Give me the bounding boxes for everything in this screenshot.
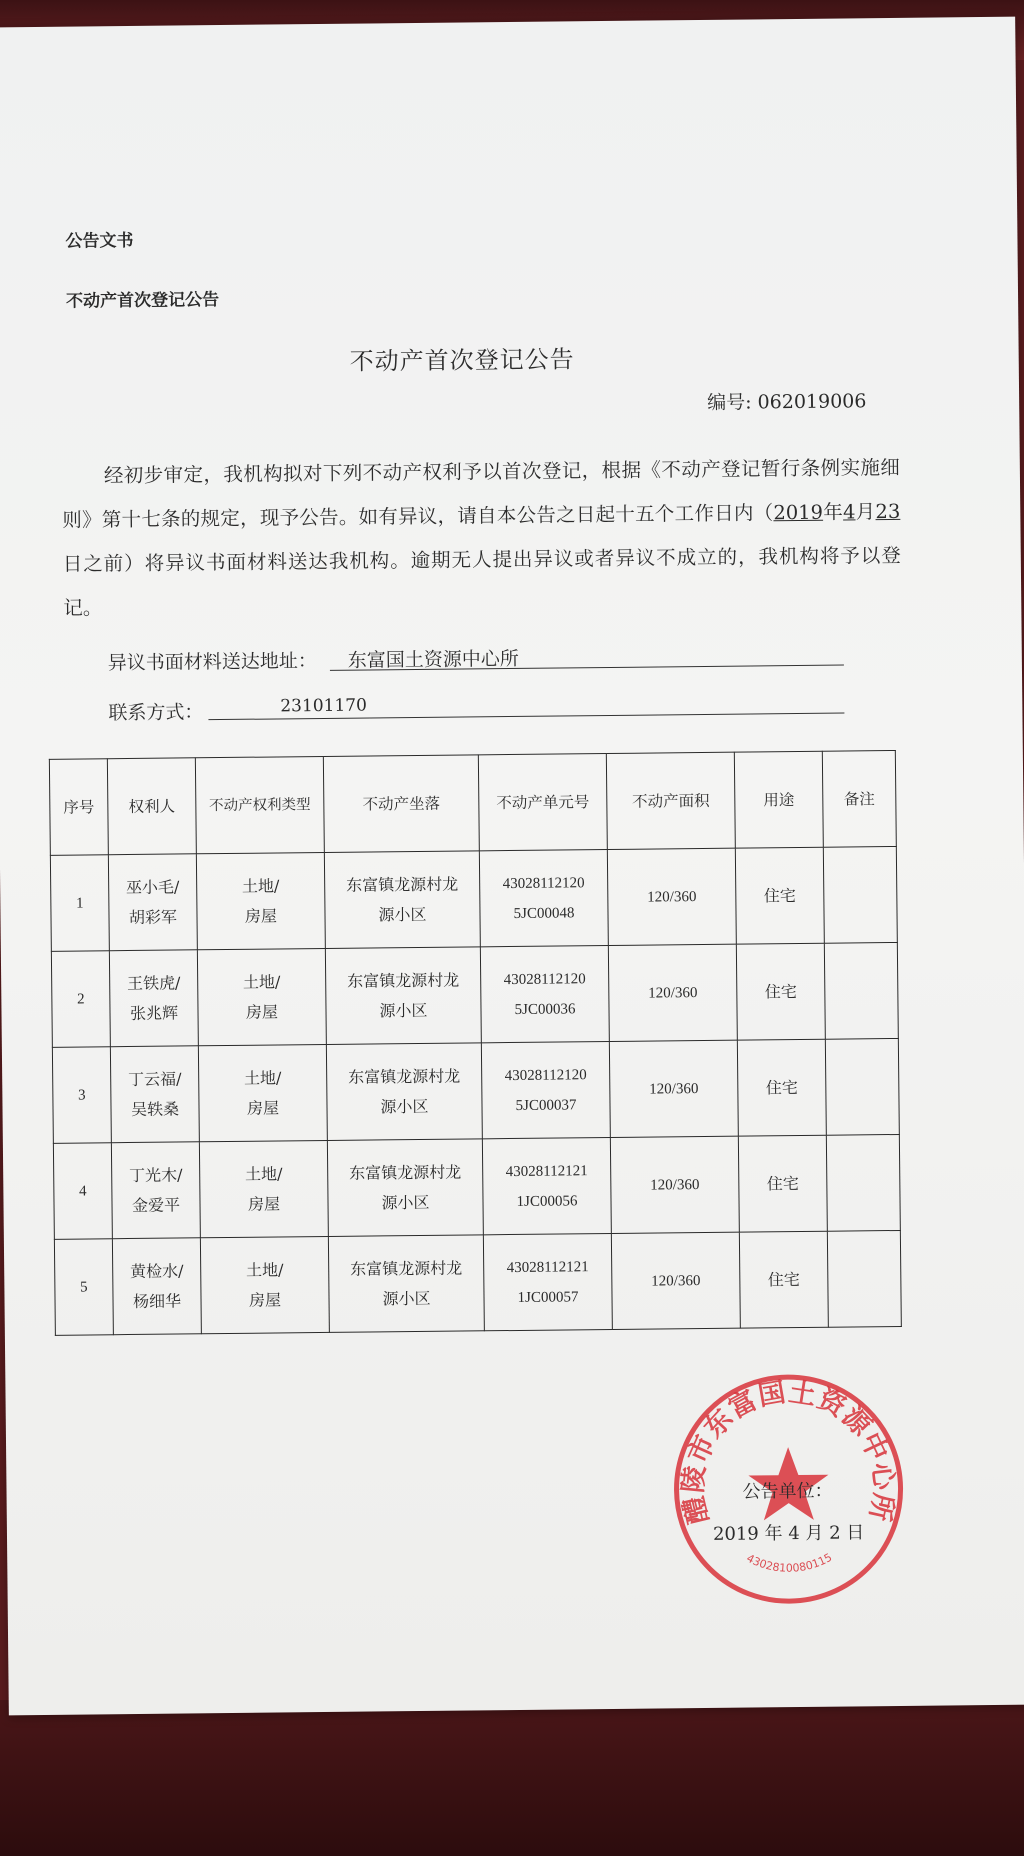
usage-cell: 住宅 xyxy=(736,943,825,1040)
body-day: 23 xyxy=(875,499,901,524)
owner-cell xyxy=(109,950,198,1047)
header-cell: 权利人 xyxy=(107,758,196,855)
body-part1: 经初步审定，我机构拟对下列不动产权利予以首次登记，根据《不动产登记暂行条例实施细则》第十七条的规定，现予公告。如有异议，请自本公告之日起十五个工作日内（ xyxy=(62,455,900,532)
right-type-cell xyxy=(196,852,325,949)
owner-line: 丁光木/ xyxy=(128,1164,183,1185)
body-month: 4 xyxy=(842,500,856,524)
unit-number-cell xyxy=(480,945,609,1042)
owner-cell xyxy=(110,1046,199,1143)
area-cell: 120/360 xyxy=(611,1232,740,1329)
owner-line: 杨细华 xyxy=(132,1290,182,1311)
usage-cell: 住宅 xyxy=(737,1039,826,1136)
body-year: 2019 xyxy=(773,500,824,525)
type-line: 房屋 xyxy=(244,905,278,926)
header-cell: 不动产单元号 xyxy=(478,754,607,851)
background-bottom xyxy=(0,1700,1024,1856)
body-year-suffix: 年 xyxy=(822,500,844,524)
row-number: 3 xyxy=(52,1047,111,1144)
unit-number-cell xyxy=(479,850,608,947)
seal-text: 醴陵市东富国土资源中心所 xyxy=(677,1376,900,1527)
row-number: 2 xyxy=(51,951,110,1048)
doc-subtitle-heading: 不动产首次登记公告 xyxy=(65,290,220,312)
table-row xyxy=(51,942,898,1047)
remark-cell xyxy=(823,846,897,943)
unit-line: 5JC00048 xyxy=(513,904,575,922)
location-line: 东富镇龙源村龙 xyxy=(349,1162,462,1183)
location-line: 源小区 xyxy=(380,1096,429,1116)
header-cell: 备注 xyxy=(822,750,896,847)
owner-line: 张兆辉 xyxy=(129,1003,179,1023)
notice-body xyxy=(62,446,902,631)
owner-line: 吴轶桑 xyxy=(130,1099,180,1119)
unit-line: 1JC00057 xyxy=(517,1288,579,1306)
right-type-cell xyxy=(198,1044,327,1141)
type-line: 房屋 xyxy=(246,1097,280,1118)
usage-cell: 住宅 xyxy=(738,1135,827,1232)
location-line: 源小区 xyxy=(379,1000,428,1020)
owner-cell xyxy=(112,1238,201,1335)
serial-value: 062019006 xyxy=(757,390,867,414)
usage-cell: 住宅 xyxy=(735,847,824,944)
owner-cell xyxy=(108,854,197,951)
registration-table xyxy=(49,750,902,1336)
location-cell xyxy=(325,947,481,1045)
issuer-label: 公告单位： xyxy=(742,1480,833,1503)
location-line: 东富镇龙源村龙 xyxy=(346,874,459,895)
unit-number-cell xyxy=(483,1233,612,1330)
type-line: 房屋 xyxy=(248,1289,282,1310)
unit-line: 43028112120 xyxy=(502,874,585,892)
type-line: 土地/ xyxy=(243,1067,282,1088)
row-number: 1 xyxy=(50,855,109,952)
serial-number xyxy=(707,386,867,415)
location-cell xyxy=(328,1235,484,1333)
document-page xyxy=(0,17,1024,1716)
unit-line: 43028112120 xyxy=(503,970,586,988)
row-number: 4 xyxy=(53,1143,112,1240)
right-type-cell xyxy=(199,1140,328,1237)
area-cell: 120/360 xyxy=(610,1136,739,1233)
owner-line: 巫小毛/ xyxy=(125,876,180,897)
area-cell: 120/360 xyxy=(609,1040,738,1137)
header-cell: 不动产面积 xyxy=(606,752,735,849)
table-row xyxy=(54,1230,901,1335)
area-cell: 120/360 xyxy=(608,944,737,1041)
row-number: 5 xyxy=(54,1239,113,1336)
page-title: 不动产首次登记公告 xyxy=(349,345,575,376)
serial-label: 编号: xyxy=(707,391,752,414)
address-value: 东富国土资源中心所 xyxy=(347,647,519,672)
remark-cell xyxy=(826,1134,900,1231)
location-line: 源小区 xyxy=(381,1192,430,1212)
owner-line: 胡彩军 xyxy=(128,907,178,927)
type-line: 土地/ xyxy=(245,1259,284,1280)
header-cell: 序号 xyxy=(49,759,108,856)
remark-cell xyxy=(824,942,898,1039)
contact-label: 联系方式： xyxy=(108,701,204,725)
body-part2: 日之前）将异议书面材料送达我机构。逾期无人提出异议或者异议不成立的，我机构将予以登记。 xyxy=(62,543,901,620)
unit-line: 43028112121 xyxy=(505,1162,588,1180)
unit-line: 5JC00037 xyxy=(515,1096,577,1114)
unit-number-cell xyxy=(482,1137,611,1234)
header-cell: 用途 xyxy=(734,751,823,848)
remark-cell xyxy=(827,1230,901,1327)
table-row xyxy=(50,846,897,951)
table-header-row xyxy=(49,750,896,855)
owner-line: 丁云福/ xyxy=(127,1068,182,1089)
location-cell xyxy=(326,1043,482,1141)
table-row xyxy=(53,1134,900,1239)
type-line: 土地/ xyxy=(244,1163,283,1184)
unit-line: 1JC00056 xyxy=(516,1192,578,1210)
issue-date: 2019 年 4 月 2 日 xyxy=(712,1522,865,1545)
seal-code: 4302810080115 xyxy=(744,1550,835,1575)
owner-line: 金爱平 xyxy=(131,1194,181,1215)
location-cell xyxy=(327,1139,483,1237)
location-line: 东富镇龙源村龙 xyxy=(350,1258,463,1279)
remark-cell xyxy=(825,1038,899,1135)
location-line: 源小区 xyxy=(378,904,427,924)
table-row xyxy=(52,1038,899,1143)
unit-line: 43028112121 xyxy=(506,1258,589,1276)
doc-type-heading: 公告文书 xyxy=(65,230,134,252)
type-line: 土地/ xyxy=(242,971,281,992)
unit-number-cell xyxy=(481,1041,610,1138)
owner-line: 黄检水/ xyxy=(129,1260,184,1281)
header-cell: 不动产权利类型 xyxy=(195,756,324,853)
body-month-suffix: 月 xyxy=(855,500,876,524)
location-line: 源小区 xyxy=(382,1288,431,1308)
owner-cell xyxy=(111,1142,200,1239)
right-type-cell xyxy=(197,948,326,1045)
type-line: 房屋 xyxy=(247,1193,281,1214)
location-cell xyxy=(324,851,480,949)
address-label: 异议书面材料送达地址： xyxy=(107,650,317,675)
owner-line: 王铁虎/ xyxy=(126,972,181,993)
usage-cell: 住宅 xyxy=(739,1231,828,1328)
type-line: 房屋 xyxy=(245,1001,279,1022)
unit-line: 43028112120 xyxy=(504,1066,587,1084)
unit-line: 5JC00036 xyxy=(514,1000,576,1018)
location-line: 东富镇龙源村龙 xyxy=(347,970,460,991)
type-line: 土地/ xyxy=(241,875,280,896)
header-cell: 不动产坐落 xyxy=(323,755,479,853)
right-type-cell xyxy=(200,1236,329,1333)
area-cell: 120/360 xyxy=(607,848,736,945)
location-line: 东富镇龙源村龙 xyxy=(348,1066,461,1087)
contact-value: 23101170 xyxy=(280,695,367,717)
